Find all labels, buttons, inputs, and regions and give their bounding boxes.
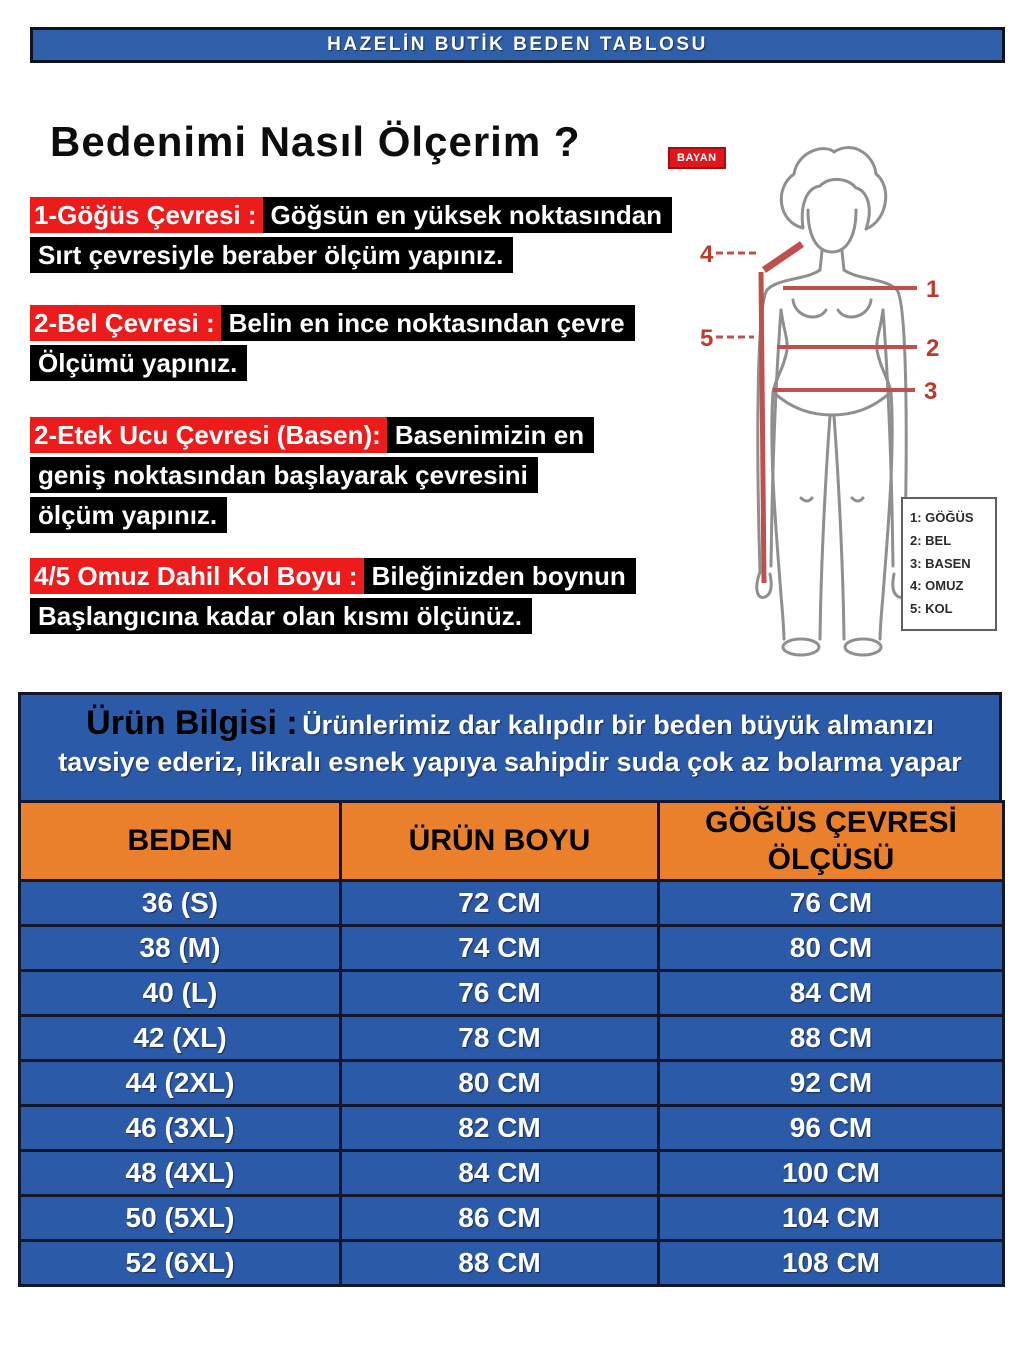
legend-line: 5: KOL bbox=[910, 601, 953, 616]
cell-chest: 84 CM bbox=[659, 971, 1004, 1016]
table-row bbox=[20, 1061, 1004, 1106]
cell-chest: 88 CM bbox=[659, 1016, 1004, 1061]
woman-outline bbox=[757, 148, 907, 655]
table-row bbox=[20, 971, 1004, 1016]
instruction-line bbox=[30, 345, 635, 381]
cell-size: 38 (M) bbox=[20, 926, 341, 971]
cell-length: 84 CM bbox=[341, 1151, 659, 1196]
instruction-line bbox=[30, 197, 672, 233]
legend-line: 1: GÖĞÜS bbox=[910, 510, 974, 525]
product-info-box bbox=[18, 692, 1002, 800]
marker-3: 3 bbox=[924, 378, 938, 405]
cell-chest: 92 CM bbox=[659, 1061, 1004, 1106]
marker-4: 4 bbox=[700, 241, 714, 268]
legend-box bbox=[901, 497, 997, 631]
cell-length: 88 CM bbox=[341, 1241, 659, 1286]
cell-size: 50 (5XL) bbox=[20, 1196, 341, 1241]
instruction-cont-line: Ölçümü yapınız. bbox=[30, 345, 247, 381]
cell-length: 78 CM bbox=[341, 1016, 659, 1061]
instruction-cont-line: Sırt çevresiyle beraber ölçüm yapınız. bbox=[30, 237, 513, 273]
legend-line: 3: BASEN bbox=[910, 555, 971, 571]
instruction-text: Bileğinizden boynun bbox=[364, 558, 636, 594]
instruction-line bbox=[30, 457, 594, 493]
marker-5: 5 bbox=[700, 325, 714, 352]
instruction-block-waist bbox=[30, 305, 635, 385]
legend-line: 4: OMUZ bbox=[910, 578, 964, 594]
instruction-block-arm bbox=[30, 558, 636, 638]
marker-1: 1 bbox=[926, 276, 940, 303]
product-info-label: Ürün Bilgisi : bbox=[86, 704, 298, 742]
instruction-label: 4/5 Omuz Dahil Kol Boyu : bbox=[30, 558, 364, 594]
cell-chest: 76 CM bbox=[659, 881, 1004, 926]
cell-chest: 100 CM bbox=[659, 1151, 1004, 1196]
figure-panel bbox=[660, 140, 1010, 670]
product-info-line1 bbox=[21, 704, 999, 743]
table-row bbox=[20, 1016, 1004, 1061]
instruction-line bbox=[30, 598, 636, 634]
table-row bbox=[20, 1106, 1004, 1151]
instruction-cont-line: geniş noktasından başlayarak çevresini bbox=[30, 457, 538, 493]
cell-size: 36 (S) bbox=[20, 881, 341, 926]
instruction-block-chest bbox=[30, 197, 672, 277]
instruction-line bbox=[30, 305, 635, 341]
table-row bbox=[20, 926, 1004, 971]
cell-length: 82 CM bbox=[341, 1106, 659, 1151]
instruction-label: 2-Etek Ucu Çevresi (Basen): bbox=[30, 417, 387, 453]
header-title: HAZELİN BUTİK BEDEN TABLOSU bbox=[327, 34, 708, 55]
cell-size: 44 (2XL) bbox=[20, 1061, 341, 1106]
arm-line bbox=[761, 272, 764, 583]
instruction-label: 2-Bel Çevresi : bbox=[30, 305, 221, 341]
table-row bbox=[20, 1241, 1004, 1286]
bottom-panel bbox=[18, 692, 1002, 1287]
header-cell-urun-boyu: ÜRÜN BOYU bbox=[341, 802, 659, 881]
instruction-line bbox=[30, 558, 636, 594]
cell-size: 42 (XL) bbox=[20, 1016, 341, 1061]
header-cell-beden: BEDEN bbox=[20, 802, 341, 881]
cell-size: 40 (L) bbox=[20, 971, 341, 1016]
header-cell-gogus-cevresi: GÖĞÜS ÇEVRESİ ÖLÇÜSÜ bbox=[659, 802, 1004, 881]
cell-chest: 96 CM bbox=[659, 1106, 1004, 1151]
cell-length: 86 CM bbox=[341, 1196, 659, 1241]
size-table bbox=[18, 800, 1005, 1287]
cell-chest: 104 CM bbox=[659, 1196, 1004, 1241]
table-header-row bbox=[20, 802, 1004, 881]
instruction-cont-line: Başlangıcına kadar olan kısmı ölçünüz. bbox=[30, 598, 532, 634]
cell-size: 48 (4XL) bbox=[20, 1151, 341, 1196]
marker-2: 2 bbox=[926, 335, 940, 362]
cell-chest: 80 CM bbox=[659, 926, 1004, 971]
cell-chest: 108 CM bbox=[659, 1241, 1004, 1286]
product-info-line2: tavsiye ederiz, likralı esnek yapıya sahipdir suda çok az bolarma yapar bbox=[58, 747, 962, 777]
instruction-text: Basenimizin en bbox=[387, 417, 594, 453]
instruction-cont-line: ölçüm yapınız. bbox=[30, 497, 227, 533]
instruction-label: 1-Göğüs Çevresi : bbox=[30, 197, 263, 233]
header-bar bbox=[30, 27, 1005, 63]
cell-length: 76 CM bbox=[341, 971, 659, 1016]
cell-length: 72 CM bbox=[341, 881, 659, 926]
shoulder-line bbox=[764, 244, 802, 270]
instruction-line bbox=[30, 417, 594, 453]
instruction-block-hip bbox=[30, 417, 594, 537]
cell-size: 46 (3XL) bbox=[20, 1106, 341, 1151]
instruction-text: Göğsün en yüksek noktasından bbox=[263, 197, 673, 233]
bayan-badge: BAYAN bbox=[668, 147, 726, 169]
table-row bbox=[20, 1151, 1004, 1196]
cell-size: 52 (6XL) bbox=[20, 1241, 341, 1286]
product-info-text: Ürünlerimiz dar kalıpdır bir beden büyük almanızı bbox=[302, 710, 934, 740]
table-row bbox=[20, 881, 1004, 926]
instruction-text: Belin en ince noktasından çevre bbox=[221, 305, 635, 341]
instruction-line bbox=[30, 237, 672, 273]
cell-length: 74 CM bbox=[341, 926, 659, 971]
page-title: Bedenimi Nasıl Ölçerim ? bbox=[50, 118, 581, 165]
legend-line: 2: BEL bbox=[910, 532, 952, 548]
cell-length: 80 CM bbox=[341, 1061, 659, 1106]
instruction-line bbox=[30, 497, 594, 533]
table-row bbox=[20, 1196, 1004, 1241]
